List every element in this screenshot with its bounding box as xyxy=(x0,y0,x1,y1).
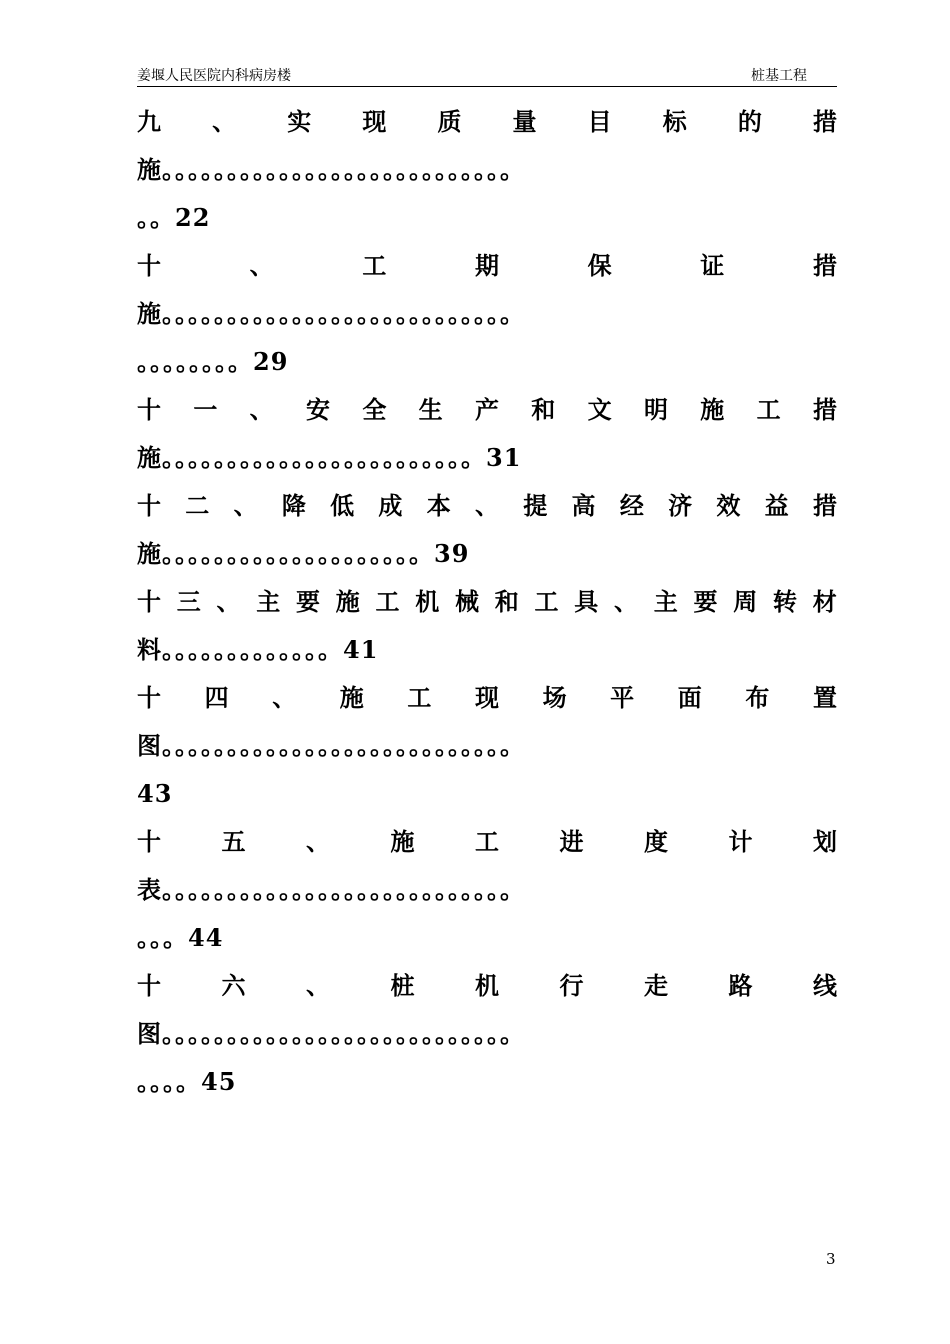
toc-line xyxy=(137,674,837,722)
page-number: 3 xyxy=(826,1250,836,1268)
toc-heading-char: 二 xyxy=(185,491,210,520)
toc-heading-char: 证 xyxy=(700,251,725,280)
toc-heading-char: 的 xyxy=(737,107,762,136)
page-header xyxy=(137,66,837,87)
toc-heading-char: 面 xyxy=(677,683,702,712)
toc-heading-char: 桩 xyxy=(390,971,415,1000)
toc-heading-char: 机 xyxy=(415,587,440,616)
toc-heading-char: 、 xyxy=(614,587,638,616)
toc-heading-char: 工 xyxy=(756,395,781,424)
toc-heading-char: 主 xyxy=(653,587,678,616)
toc-heading-char: 标 xyxy=(662,107,687,136)
toc-line xyxy=(137,290,837,338)
toc-heading-char: 一 xyxy=(193,395,218,424)
toc-heading-char: 和 xyxy=(494,587,519,616)
toc-heading-char: 材 xyxy=(812,587,837,616)
toc-line xyxy=(137,338,837,386)
toc-heading-char: 九 xyxy=(137,107,161,136)
toc-heading-char: 十 xyxy=(137,251,161,280)
toc-leader-text: 施。。。。。。。。。。。。。。。。。。。。39 xyxy=(137,539,470,568)
toc-leader-text: 施。。。。。。。。。。。。。。。。。。。。。。。。。。。 xyxy=(137,299,525,328)
toc-line xyxy=(137,578,837,626)
toc-heading-char: 高 xyxy=(571,491,596,520)
toc-heading-char: 目 xyxy=(587,107,612,136)
toc-heading-char: 施 xyxy=(335,587,360,616)
toc-heading-char: 平 xyxy=(610,683,635,712)
toc-heading-char: 工 xyxy=(534,587,559,616)
toc-heading-char: 措 xyxy=(812,107,837,136)
toc-heading-char: 五 xyxy=(221,827,246,856)
toc-leader-text: 图。。。。。。。。。。。。。。。。。。。。。。。。。。。 xyxy=(137,1019,525,1048)
toc-line xyxy=(137,818,837,866)
toc-heading-char: 明 xyxy=(643,395,668,424)
toc-heading-char: 文 xyxy=(587,395,612,424)
toc-heading-char: 、 xyxy=(249,395,274,424)
toc-heading-char: 措 xyxy=(812,491,837,520)
toc-heading-char: 进 xyxy=(559,827,584,856)
toc-leader-text: 施。。。。。。。。。。。。。。。。。。。。。。。。。。。 xyxy=(137,155,525,184)
toc-line xyxy=(137,98,837,146)
toc-heading-char: 低 xyxy=(330,491,355,520)
toc-line xyxy=(137,482,837,530)
toc-heading-char: 工 xyxy=(475,827,499,856)
toc-heading-char: 效 xyxy=(716,491,741,520)
toc-heading-char: 现 xyxy=(362,107,387,136)
toc-leader-text: 。。22 xyxy=(137,203,211,232)
toc-heading-char: 安 xyxy=(305,395,330,424)
toc-line xyxy=(137,146,837,194)
toc-line xyxy=(137,626,837,674)
toc-line xyxy=(137,242,837,290)
toc-heading-char: 质 xyxy=(437,107,462,136)
toc-line xyxy=(137,1058,837,1106)
toc-heading-char: 施 xyxy=(339,683,364,712)
toc-heading-char: 主 xyxy=(256,587,281,616)
toc-heading-char: 施 xyxy=(390,827,415,856)
toc-heading-char: 计 xyxy=(728,827,753,856)
toc-leader-text: 。。。。。。。。29 xyxy=(137,347,289,376)
toc-heading-char: 十 xyxy=(137,683,161,712)
toc-line xyxy=(137,770,837,818)
toc-heading-char: 全 xyxy=(362,395,387,424)
toc-line xyxy=(137,194,837,242)
toc-leader-text: 43 xyxy=(137,779,173,808)
toc-leader-text: 。。。。45 xyxy=(137,1067,237,1096)
toc-line xyxy=(137,722,837,770)
toc-heading-char: 措 xyxy=(812,251,837,280)
toc-heading-char: 、 xyxy=(216,587,241,616)
toc-heading-char: 路 xyxy=(728,971,753,1000)
toc-heading-char: 提 xyxy=(523,491,548,520)
toc-heading-char: 、 xyxy=(306,971,330,1000)
toc-heading-char: 机 xyxy=(475,971,499,1000)
toc-line xyxy=(137,914,837,962)
toc-heading-char: 十 xyxy=(137,971,161,1000)
toc-heading-char: 降 xyxy=(281,491,306,520)
toc-heading-char: 转 xyxy=(773,587,797,616)
toc-heading-char: 施 xyxy=(700,395,725,424)
toc-heading-char: 、 xyxy=(233,491,258,520)
toc-heading-char: 现 xyxy=(474,683,499,712)
toc-heading-char: 械 xyxy=(455,587,479,616)
toc-heading-char: 益 xyxy=(764,491,789,520)
toc-heading-char: 十 xyxy=(137,491,161,520)
toc-heading-char: 要 xyxy=(693,587,718,616)
toc-heading-char: 置 xyxy=(812,683,837,712)
toc-line xyxy=(137,530,837,578)
toc-line xyxy=(137,434,837,482)
toc-heading-char: 十 xyxy=(137,395,161,424)
toc-heading-char: 周 xyxy=(733,587,758,616)
toc-heading-char: 六 xyxy=(221,971,246,1000)
toc-heading-char: 本 xyxy=(426,491,451,520)
toc-leader-text: 表。。。。。。。。。。。。。。。。。。。。。。。。。。。 xyxy=(137,875,525,904)
toc-leader-text: 。。。44 xyxy=(137,923,224,952)
toc-heading-char: 场 xyxy=(542,683,567,712)
header-section-title: 桩基工程 xyxy=(751,68,807,84)
toc-heading-char: 量 xyxy=(512,107,537,136)
toc-heading-char: 、 xyxy=(474,491,499,520)
toc-heading-char: 、 xyxy=(272,683,297,712)
toc-heading-char: 布 xyxy=(745,683,770,712)
toc-heading-char: 度 xyxy=(644,827,668,856)
toc-heading-char: 济 xyxy=(668,491,693,520)
toc-heading-char: 四 xyxy=(204,683,229,712)
toc-heading-char: 走 xyxy=(644,971,668,1000)
toc-heading-char: 期 xyxy=(474,251,499,280)
toc-line xyxy=(137,866,837,914)
toc-heading-char: 、 xyxy=(306,827,330,856)
toc-leader-text: 料。。。。。。。。。。。。。41 xyxy=(137,635,379,664)
toc-line xyxy=(137,386,837,434)
toc-heading-char: 和 xyxy=(531,395,556,424)
toc-line xyxy=(137,1010,837,1058)
toc-heading-char: 成 xyxy=(378,491,403,520)
table-of-contents xyxy=(137,98,837,1106)
toc-heading-char: 保 xyxy=(587,251,612,280)
toc-heading-char: 、 xyxy=(249,251,274,280)
toc-heading-char: 十 xyxy=(137,827,161,856)
toc-heading-char: 要 xyxy=(296,587,320,616)
toc-heading-char: 十 xyxy=(137,587,161,616)
toc-heading-char: 经 xyxy=(619,491,644,520)
toc-heading-char: 产 xyxy=(474,395,499,424)
toc-heading-char: 线 xyxy=(813,971,837,1000)
toc-heading-char: 行 xyxy=(559,971,584,1000)
toc-heading-char: 工 xyxy=(362,251,387,280)
toc-heading-char: 划 xyxy=(813,827,837,856)
toc-line xyxy=(137,962,837,1010)
toc-heading-char: 实 xyxy=(287,107,312,136)
header-document-title: 姜堰人民医院内科病房楼 xyxy=(137,68,291,84)
toc-leader-text: 施。。。。。。。。。。。。。。。。。。。。。。。。31 xyxy=(137,443,522,472)
toc-heading-char: 工 xyxy=(407,683,432,712)
toc-heading-char: 具 xyxy=(574,587,599,616)
toc-heading-char: 措 xyxy=(812,395,837,424)
toc-heading-char: 工 xyxy=(375,587,400,616)
toc-leader-text: 图。。。。。。。。。。。。。。。。。。。。。。。。。。。 xyxy=(137,731,525,760)
toc-heading-char: 三 xyxy=(176,587,201,616)
toc-heading-char: 生 xyxy=(418,395,443,424)
toc-heading-char: 、 xyxy=(212,107,237,136)
